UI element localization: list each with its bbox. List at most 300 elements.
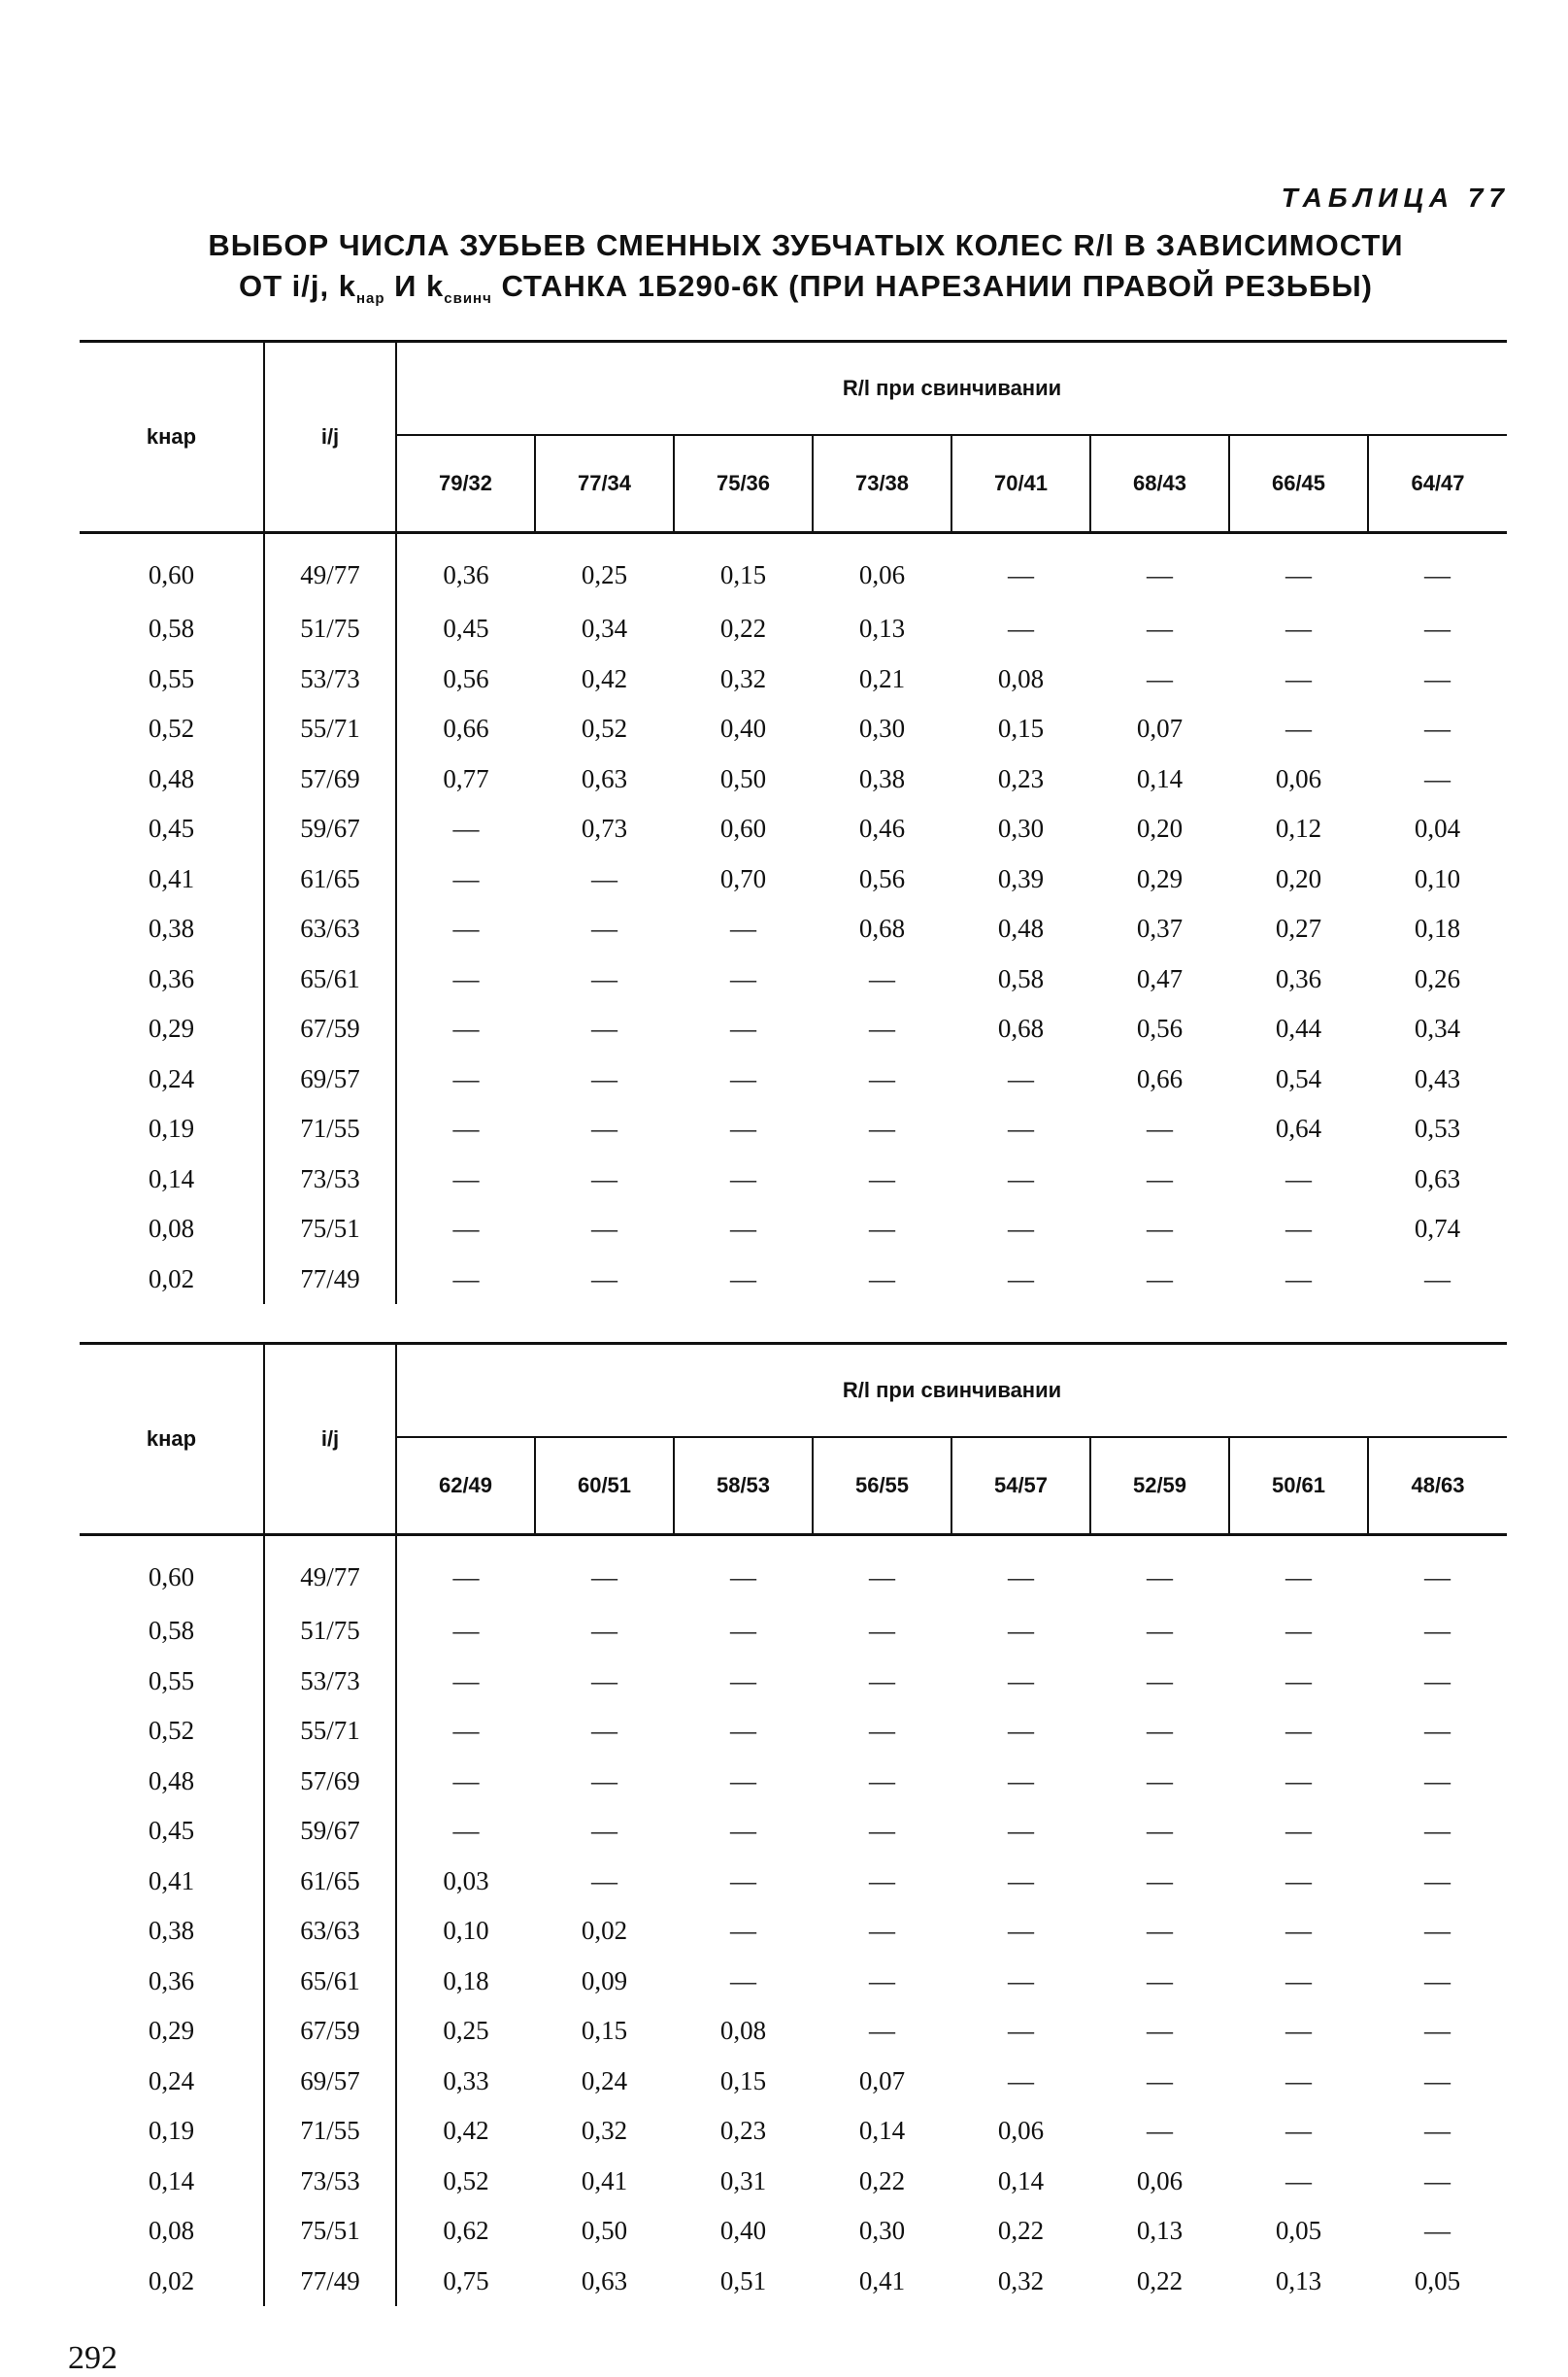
k-cell: 0,45 bbox=[80, 1806, 264, 1857]
k-cell: 0,52 bbox=[80, 704, 264, 754]
value-cell: 0,08 bbox=[719, 2016, 767, 2046]
value-cell: 0,33 bbox=[443, 2065, 489, 2095]
value-cell: 0,22 bbox=[1136, 2265, 1184, 2295]
value-cell: — bbox=[452, 1665, 480, 1695]
table-row bbox=[80, 954, 1507, 1005]
k-cell: 0,41 bbox=[80, 1857, 264, 1907]
value-cell: — bbox=[591, 1816, 617, 1846]
value-cell: — bbox=[1285, 1965, 1312, 1995]
ratio-column-header: 68/43 bbox=[1090, 435, 1229, 533]
value-cell: — bbox=[591, 1063, 617, 1093]
table-row bbox=[80, 1255, 1507, 1305]
table-row bbox=[80, 704, 1507, 754]
value-cell: — bbox=[1424, 1561, 1451, 1591]
value-cell: 0,34 bbox=[1414, 1014, 1461, 1044]
value-cell: 0,38 bbox=[858, 763, 906, 793]
value-cell: — bbox=[869, 1014, 895, 1044]
value-cell: 0,66 bbox=[1136, 1063, 1184, 1093]
table-row bbox=[80, 604, 1507, 654]
value-cell: — bbox=[730, 1114, 756, 1144]
ratio-column-header: 62/49 bbox=[396, 1437, 535, 1535]
table-row bbox=[80, 1857, 1507, 1907]
gear-table-1 bbox=[80, 340, 1507, 1304]
k-cell: 0,36 bbox=[80, 1957, 264, 2007]
ratio-column-header: 66/45 bbox=[1229, 435, 1368, 533]
col-header-ij: i/j bbox=[264, 342, 396, 533]
value-cell: — bbox=[730, 1014, 756, 1044]
ij-cell: 63/63 bbox=[264, 1906, 396, 1957]
value-cell: — bbox=[869, 1816, 895, 1846]
value-cell: 0,30 bbox=[858, 714, 906, 744]
value-cell: — bbox=[730, 1765, 756, 1795]
value-cell: — bbox=[1008, 1916, 1034, 1946]
value-cell: 0,23 bbox=[997, 763, 1045, 793]
k-cell: 0,14 bbox=[80, 2157, 264, 2207]
table-number-label: ТАБЛИЦА 77 bbox=[1281, 183, 1510, 213]
value-cell: 0,15 bbox=[719, 559, 767, 589]
k-cell: 0,55 bbox=[80, 654, 264, 705]
value-cell: — bbox=[1424, 1965, 1451, 1995]
value-cell: — bbox=[1008, 1765, 1034, 1795]
table-block-2 bbox=[80, 1342, 1507, 2306]
value-cell: 0,58 bbox=[997, 963, 1045, 993]
value-cell: — bbox=[591, 1865, 617, 1895]
value-cell: — bbox=[1008, 1665, 1034, 1695]
k-cell: 0,58 bbox=[80, 1606, 264, 1657]
value-cell: — bbox=[1285, 2065, 1312, 2095]
ij-cell: 63/63 bbox=[264, 904, 396, 954]
value-cell: — bbox=[1424, 1665, 1451, 1695]
value-cell: — bbox=[1008, 2065, 1034, 2095]
value-cell: 0,63 bbox=[1414, 1163, 1461, 1193]
value-cell: 0,21 bbox=[858, 663, 906, 693]
value-cell: 0,41 bbox=[581, 2165, 628, 2195]
value-cell: 0,06 bbox=[997, 2116, 1045, 2146]
k-cell: 0,36 bbox=[80, 954, 264, 1005]
value-cell: 0,15 bbox=[581, 2016, 628, 2046]
value-cell: 0,34 bbox=[581, 614, 628, 644]
value-cell: — bbox=[591, 1616, 617, 1646]
value-cell: — bbox=[452, 1063, 480, 1093]
value-cell: — bbox=[591, 914, 617, 944]
table-row bbox=[80, 2257, 1507, 2307]
value-cell: 0,56 bbox=[1136, 1014, 1184, 1044]
value-cell: 0,09 bbox=[581, 1965, 628, 1995]
value-cell: — bbox=[1285, 559, 1312, 589]
value-cell: 0,70 bbox=[719, 863, 767, 893]
value-cell: — bbox=[1424, 1916, 1451, 1946]
k-cell: 0,58 bbox=[80, 604, 264, 654]
value-cell: 0,15 bbox=[997, 714, 1045, 744]
value-cell: — bbox=[869, 1616, 895, 1646]
ij-cell: 61/65 bbox=[264, 1857, 396, 1907]
value-cell: 0,05 bbox=[1275, 2216, 1322, 2246]
value-cell: — bbox=[869, 1063, 895, 1093]
value-cell: — bbox=[1285, 1561, 1312, 1591]
value-cell: 0,06 bbox=[858, 559, 906, 589]
value-cell: 0,22 bbox=[719, 614, 767, 644]
value-cell: — bbox=[869, 1214, 895, 1244]
value-cell: — bbox=[1008, 1865, 1034, 1895]
value-cell: — bbox=[869, 1263, 895, 1293]
table-row bbox=[80, 1757, 1507, 1807]
ratio-column-header: 75/36 bbox=[674, 435, 813, 533]
table-row bbox=[80, 2157, 1507, 2207]
value-cell: — bbox=[1008, 1561, 1034, 1591]
value-cell: — bbox=[1008, 1965, 1034, 1995]
ij-cell: 51/75 bbox=[264, 1606, 396, 1657]
ratio-column-header: 79/32 bbox=[396, 435, 535, 533]
value-cell: — bbox=[1285, 1163, 1312, 1193]
k-cell: 0,02 bbox=[80, 2257, 264, 2307]
value-cell: — bbox=[1147, 2116, 1173, 2146]
value-cell: 0,56 bbox=[858, 863, 906, 893]
value-cell: 0,12 bbox=[1275, 814, 1322, 844]
value-cell: — bbox=[452, 1716, 480, 1746]
k-cell: 0,48 bbox=[80, 754, 264, 805]
k-cell: 0,24 bbox=[80, 2057, 264, 2107]
value-cell: 0,62 bbox=[443, 2216, 489, 2246]
ij-cell: 67/59 bbox=[264, 2006, 396, 2057]
value-cell: 0,18 bbox=[1414, 914, 1461, 944]
table-row bbox=[80, 533, 1507, 605]
table-body-1 bbox=[80, 533, 1507, 1305]
ratio-column-header: 70/41 bbox=[951, 435, 1090, 533]
value-cell: — bbox=[1285, 1263, 1312, 1293]
value-cell: — bbox=[1008, 559, 1034, 589]
value-cell: 0,41 bbox=[858, 2265, 906, 2295]
value-cell: — bbox=[1424, 663, 1451, 693]
value-cell: 0,14 bbox=[858, 2116, 906, 2146]
value-cell: — bbox=[869, 1865, 895, 1895]
ij-cell: 71/55 bbox=[264, 1104, 396, 1155]
k-cell: 0,38 bbox=[80, 904, 264, 954]
value-cell: — bbox=[1424, 614, 1451, 644]
k-cell: 0,52 bbox=[80, 1706, 264, 1757]
value-cell: 0,25 bbox=[443, 2016, 489, 2046]
value-cell: — bbox=[869, 1765, 895, 1795]
k-cell: 0,41 bbox=[80, 854, 264, 905]
ij-cell: 49/77 bbox=[264, 1535, 396, 1607]
value-cell: — bbox=[1424, 763, 1451, 793]
value-cell: 0,10 bbox=[1414, 863, 1461, 893]
value-cell: — bbox=[730, 1063, 756, 1093]
value-cell: 0,20 bbox=[1275, 863, 1322, 893]
table-row bbox=[80, 754, 1507, 805]
value-cell: 0,22 bbox=[858, 2165, 906, 2195]
value-cell: — bbox=[1008, 1816, 1034, 1846]
value-cell: 0,50 bbox=[719, 763, 767, 793]
ij-cell: 59/67 bbox=[264, 1806, 396, 1857]
value-cell: — bbox=[452, 1214, 480, 1244]
value-cell: — bbox=[1147, 614, 1173, 644]
value-cell: 0,31 bbox=[719, 2165, 767, 2195]
ratio-column-header: 48/63 bbox=[1368, 1437, 1507, 1535]
ij-cell: 55/71 bbox=[264, 704, 396, 754]
value-cell: — bbox=[730, 1716, 756, 1746]
page-number: 292 bbox=[68, 2340, 117, 2376]
value-cell: 0,40 bbox=[719, 2216, 767, 2246]
table-row bbox=[80, 654, 1507, 705]
table-row bbox=[80, 1204, 1507, 1255]
value-cell: — bbox=[452, 1263, 480, 1293]
table-row bbox=[80, 1706, 1507, 1757]
table-row bbox=[80, 2006, 1507, 2057]
ratio-column-header: 54/57 bbox=[951, 1437, 1090, 1535]
table-body-2 bbox=[80, 1535, 1507, 2307]
value-cell: — bbox=[1285, 1816, 1312, 1846]
value-cell: — bbox=[869, 1665, 895, 1695]
value-cell: — bbox=[452, 1816, 480, 1846]
value-cell: — bbox=[1008, 1716, 1034, 1746]
value-cell: — bbox=[869, 1163, 895, 1193]
value-cell: 0,08 bbox=[997, 663, 1045, 693]
value-cell: — bbox=[452, 1765, 480, 1795]
value-cell: — bbox=[591, 1114, 617, 1144]
value-cell: — bbox=[1424, 2216, 1451, 2246]
value-cell: 0,10 bbox=[443, 1916, 489, 1946]
value-cell: — bbox=[1424, 1716, 1451, 1746]
value-cell: — bbox=[1424, 559, 1451, 589]
value-cell: — bbox=[730, 914, 756, 944]
value-cell: 0,30 bbox=[858, 2216, 906, 2246]
k-cell: 0,55 bbox=[80, 1657, 264, 1707]
value-cell: — bbox=[730, 1263, 756, 1293]
value-cell: — bbox=[730, 1163, 756, 1193]
value-cell: — bbox=[1424, 1865, 1451, 1895]
value-cell: 0,42 bbox=[443, 2116, 489, 2146]
value-cell: — bbox=[1147, 2016, 1173, 2046]
value-cell: — bbox=[1147, 2065, 1173, 2095]
value-cell: — bbox=[591, 1014, 617, 1044]
table-row bbox=[80, 1957, 1507, 2007]
value-cell: 0,45 bbox=[443, 614, 489, 644]
k-cell: 0,29 bbox=[80, 1004, 264, 1055]
value-cell: 0,06 bbox=[1136, 2165, 1184, 2195]
table-row bbox=[80, 2057, 1507, 2107]
value-cell: — bbox=[869, 1716, 895, 1746]
group-header: R/l при свинчивании bbox=[396, 342, 1507, 436]
value-cell: — bbox=[591, 1163, 617, 1193]
value-cell: 0,32 bbox=[997, 2265, 1045, 2295]
value-cell: — bbox=[1008, 1163, 1034, 1193]
value-cell: — bbox=[591, 1665, 617, 1695]
value-cell: 0,03 bbox=[443, 1865, 489, 1895]
value-cell: 0,50 bbox=[581, 2216, 628, 2246]
value-cell: — bbox=[1285, 1865, 1312, 1895]
value-cell: 0,68 bbox=[858, 914, 906, 944]
ratio-column-header: 77/34 bbox=[535, 435, 674, 533]
table-title bbox=[97, 225, 1515, 319]
value-cell: — bbox=[1285, 714, 1312, 744]
value-cell: — bbox=[1424, 1816, 1451, 1846]
table-row bbox=[80, 1155, 1507, 1205]
k-cell: 0,48 bbox=[80, 1757, 264, 1807]
ij-cell: 71/55 bbox=[264, 2106, 396, 2157]
value-cell: — bbox=[1147, 559, 1173, 589]
value-cell: — bbox=[730, 1214, 756, 1244]
ij-cell: 65/61 bbox=[264, 954, 396, 1005]
value-cell: 0,52 bbox=[443, 2165, 489, 2195]
value-cell: — bbox=[730, 1561, 756, 1591]
ij-cell: 75/51 bbox=[264, 2206, 396, 2257]
value-cell: 0,15 bbox=[719, 2065, 767, 2095]
value-cell: — bbox=[591, 1214, 617, 1244]
ij-cell: 67/59 bbox=[264, 1004, 396, 1055]
ij-cell: 65/61 bbox=[264, 1957, 396, 2007]
ij-cell: 73/53 bbox=[264, 2157, 396, 2207]
value-cell: 0,46 bbox=[858, 814, 906, 844]
table-row bbox=[80, 1906, 1507, 1957]
value-cell: 0,26 bbox=[1414, 963, 1461, 993]
value-cell: 0,13 bbox=[1136, 2216, 1184, 2246]
value-cell: — bbox=[869, 1114, 895, 1144]
value-cell: 0,40 bbox=[719, 714, 767, 744]
table-block-1 bbox=[80, 340, 1507, 1304]
value-cell: — bbox=[1147, 1214, 1173, 1244]
ij-cell: 61/65 bbox=[264, 854, 396, 905]
value-cell: — bbox=[730, 1616, 756, 1646]
k-cell: 0,02 bbox=[80, 1255, 264, 1305]
value-cell: — bbox=[1285, 1665, 1312, 1695]
value-cell: — bbox=[1285, 2016, 1312, 2046]
value-cell: 0,75 bbox=[443, 2265, 489, 2295]
value-cell: — bbox=[1285, 2116, 1312, 2146]
value-cell: — bbox=[452, 1616, 480, 1646]
value-cell: 0,51 bbox=[719, 2265, 767, 2295]
title-line-2: ОТ i/j, $k_{нар}$ И $k_{свинч}$ СТАНКА 1Б290-6К (ПРИ НАРЕЗАНИИ ПРАВОЙ РЕЗЬБЫ) bbox=[238, 269, 1374, 308]
col-header-k: kнар bbox=[80, 1344, 264, 1535]
value-cell: 0,36 bbox=[1275, 963, 1322, 993]
value-cell: 0,20 bbox=[1136, 814, 1184, 844]
value-cell: — bbox=[1285, 663, 1312, 693]
value-cell: — bbox=[1285, 1716, 1312, 1746]
value-cell: — bbox=[1147, 1765, 1173, 1795]
value-cell: — bbox=[452, 914, 480, 944]
value-cell: 0,63 bbox=[581, 2265, 628, 2295]
table-row bbox=[80, 804, 1507, 854]
ij-cell: 57/69 bbox=[264, 754, 396, 805]
col-header-ij: i/j bbox=[264, 1344, 396, 1535]
value-cell: — bbox=[1285, 1616, 1312, 1646]
gear-table-2 bbox=[80, 1342, 1507, 2306]
k-cell: 0,45 bbox=[80, 804, 264, 854]
value-cell: — bbox=[452, 963, 480, 993]
table-row bbox=[80, 1806, 1507, 1857]
value-cell: 0,22 bbox=[997, 2216, 1045, 2246]
value-cell: — bbox=[1424, 2016, 1451, 2046]
col-header-k: kнар bbox=[80, 342, 264, 533]
ratio-column-header: 58/53 bbox=[674, 1437, 813, 1535]
ratio-column-header: 73/38 bbox=[813, 435, 951, 533]
value-cell: — bbox=[730, 1965, 756, 1995]
ratio-column-header: 56/55 bbox=[813, 1437, 951, 1535]
ij-cell: 77/49 bbox=[264, 1255, 396, 1305]
k-cell: 0,60 bbox=[80, 1535, 264, 1607]
k-cell: 0,38 bbox=[80, 1906, 264, 1957]
value-cell: — bbox=[730, 1865, 756, 1895]
ij-cell: 59/67 bbox=[264, 804, 396, 854]
table-row bbox=[80, 2106, 1507, 2157]
ratio-column-header: 64/47 bbox=[1368, 435, 1507, 533]
value-cell: — bbox=[1008, 1616, 1034, 1646]
table-row bbox=[80, 1055, 1507, 1105]
title-line-1: ВЫБОР ЧИСЛА ЗУБЬЕВ СМЕННЫХ ЗУБЧАТЫХ КОЛЕС R/l В ЗАВИСИМОСТИ bbox=[208, 228, 1404, 262]
value-cell: 0,37 bbox=[1136, 914, 1184, 944]
value-cell: — bbox=[591, 1765, 617, 1795]
value-cell: — bbox=[1008, 1114, 1034, 1144]
value-cell: 0,60 bbox=[719, 814, 767, 844]
table-row bbox=[80, 1657, 1507, 1707]
value-cell: — bbox=[1147, 1114, 1173, 1144]
value-cell: — bbox=[1285, 614, 1312, 644]
value-cell: — bbox=[730, 1665, 756, 1695]
value-cell: — bbox=[869, 1561, 895, 1591]
value-cell: — bbox=[1285, 1765, 1312, 1795]
value-cell: — bbox=[452, 1561, 480, 1591]
value-cell: 0,64 bbox=[1275, 1114, 1322, 1144]
value-cell: 0,06 bbox=[1275, 763, 1322, 793]
value-cell: 0,23 bbox=[719, 2116, 767, 2146]
value-cell: 0,13 bbox=[858, 614, 906, 644]
value-cell: — bbox=[591, 1561, 617, 1591]
value-cell: 0,56 bbox=[443, 663, 489, 693]
value-cell: — bbox=[869, 2016, 895, 2046]
ij-cell: 55/71 bbox=[264, 1706, 396, 1757]
value-cell: — bbox=[1147, 1816, 1173, 1846]
value-cell: — bbox=[1424, 2116, 1451, 2146]
value-cell: — bbox=[1147, 1865, 1173, 1895]
ratio-column-header: 50/61 bbox=[1229, 1437, 1368, 1535]
value-cell: 0,74 bbox=[1414, 1214, 1461, 1244]
value-cell: — bbox=[1147, 1561, 1173, 1591]
table-row bbox=[80, 1535, 1507, 1607]
value-cell: — bbox=[1008, 1263, 1034, 1293]
value-cell: — bbox=[1424, 2065, 1451, 2095]
ratio-column-header: 60/51 bbox=[535, 1437, 674, 1535]
value-cell: 0,63 bbox=[581, 763, 628, 793]
value-cell: — bbox=[591, 1263, 617, 1293]
value-cell: 0,52 bbox=[581, 714, 628, 744]
value-cell: — bbox=[730, 1916, 756, 1946]
value-cell: — bbox=[1147, 1616, 1173, 1646]
k-cell: 0,19 bbox=[80, 2106, 264, 2157]
value-cell: 0,24 bbox=[581, 2065, 628, 2095]
value-cell: 0,05 bbox=[1414, 2265, 1461, 2295]
value-cell: — bbox=[1147, 1163, 1173, 1193]
k-cell: 0,24 bbox=[80, 1055, 264, 1105]
value-cell: — bbox=[1424, 1263, 1451, 1293]
value-cell: — bbox=[1008, 2016, 1034, 2046]
ij-cell: 57/69 bbox=[264, 1757, 396, 1807]
k-cell: 0,14 bbox=[80, 1155, 264, 1205]
value-cell: — bbox=[452, 863, 480, 893]
value-cell: 0,25 bbox=[581, 559, 628, 589]
value-cell: — bbox=[1008, 614, 1034, 644]
value-cell: 0,48 bbox=[997, 914, 1045, 944]
k-cell: 0,29 bbox=[80, 2006, 264, 2057]
value-cell: 0,18 bbox=[443, 1965, 489, 1995]
value-cell: — bbox=[591, 863, 617, 893]
value-cell: — bbox=[869, 1965, 895, 1995]
ij-cell: 53/73 bbox=[264, 1657, 396, 1707]
value-cell: — bbox=[1147, 1965, 1173, 1995]
k-cell: 0,08 bbox=[80, 1204, 264, 1255]
value-cell: — bbox=[591, 963, 617, 993]
table-row bbox=[80, 1606, 1507, 1657]
value-cell: — bbox=[1424, 1765, 1451, 1795]
table-row bbox=[80, 1104, 1507, 1155]
